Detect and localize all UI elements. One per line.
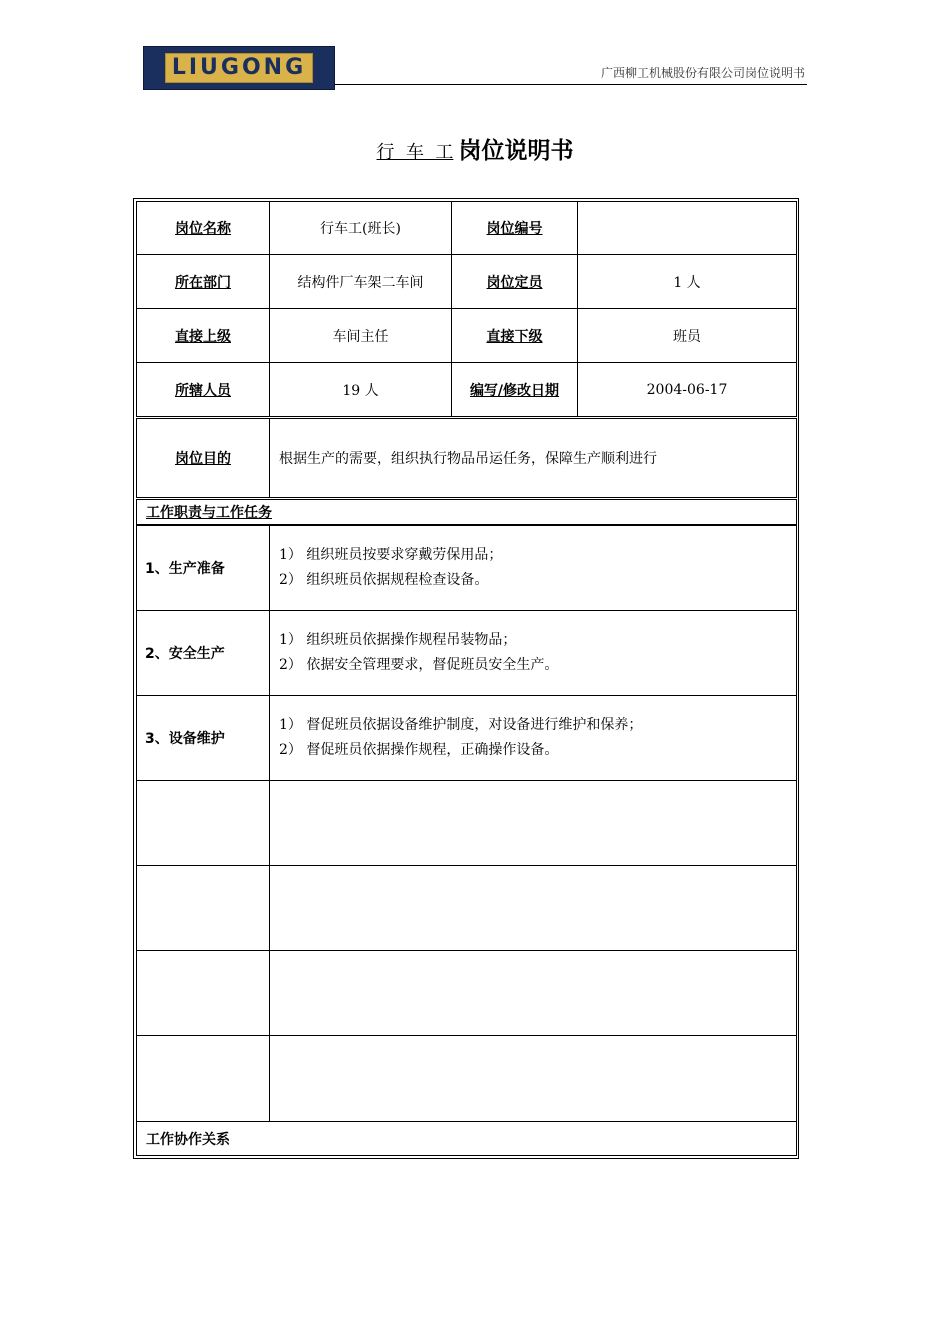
dept-value: 结构件厂车架二车间 [269,254,452,309]
staff-value: 19 人 [269,362,452,417]
code-label: 岗位编号 [451,201,578,255]
empty-duty-tasks [269,1035,797,1122]
cooperation-section-title: 工作协作关系 [136,1121,797,1156]
company-logo [143,46,335,90]
empty-duty-title [136,950,270,1036]
empty-duty-title [136,865,270,951]
empty-duty-tasks [269,780,797,866]
duty-title: 1、生产准备 [136,525,270,611]
task-item: 1） 组织班员依据操作规程吊装物品； [279,632,517,648]
empty-duty-title [136,780,270,866]
logo-text: LIUGONG [165,53,313,83]
duty-tasks [269,610,797,696]
date-label: 编写/修改日期 [451,362,578,417]
task-item: 1） 组织班员按要求穿戴劳保用品； [279,547,503,563]
duty-title: 2、安全生产 [136,610,270,696]
quota-value: 1 人 [577,254,797,309]
purpose-text: 根据生产的需要，组织执行物品吊运任务，保障生产顺利进行 [269,418,797,498]
document-title [0,132,950,165]
title-suffix: 岗位说明书 [458,138,574,164]
staff-label: 所辖人员 [136,362,270,417]
task-item: 2） 组织班员依据规程检查设备。 [279,572,489,588]
date-value: 2004-06-17 [577,362,797,417]
subordinate-value: 班员 [577,308,797,363]
name-label: 岗位名称 [136,201,270,255]
duty-tasks [269,525,797,611]
duty-tasks [269,695,797,781]
task-item: 2） 督促班员依据操作规程，正确操作设备。 [279,742,559,758]
code-value [577,201,797,255]
superior-label: 直接上级 [136,308,270,363]
name-value: 行车工(班长) [269,201,452,255]
duty-title: 3、设备维护 [136,695,270,781]
purpose-label: 岗位目的 [136,418,270,498]
task-item: 2） 依据安全管理要求，督促班员安全生产。 [279,657,559,673]
quota-label: 岗位定员 [451,254,578,309]
title-position: 行 车 工 [376,142,454,163]
empty-duty-tasks [269,950,797,1036]
header-rule [335,84,807,85]
superior-value: 车间主任 [269,308,452,363]
subordinate-label: 直接下级 [451,308,578,363]
header-company-doc: 广西柳工机械股份有限公司岗位说明书 [600,66,805,80]
dept-label: 所在部门 [136,254,270,309]
empty-duty-title [136,1035,270,1122]
empty-duty-tasks [269,865,797,951]
task-item: 1） 督促班员依据设备维护制度，对设备进行维护和保养； [279,717,643,733]
duties-section-title: 工作职责与工作任务 [136,499,797,525]
